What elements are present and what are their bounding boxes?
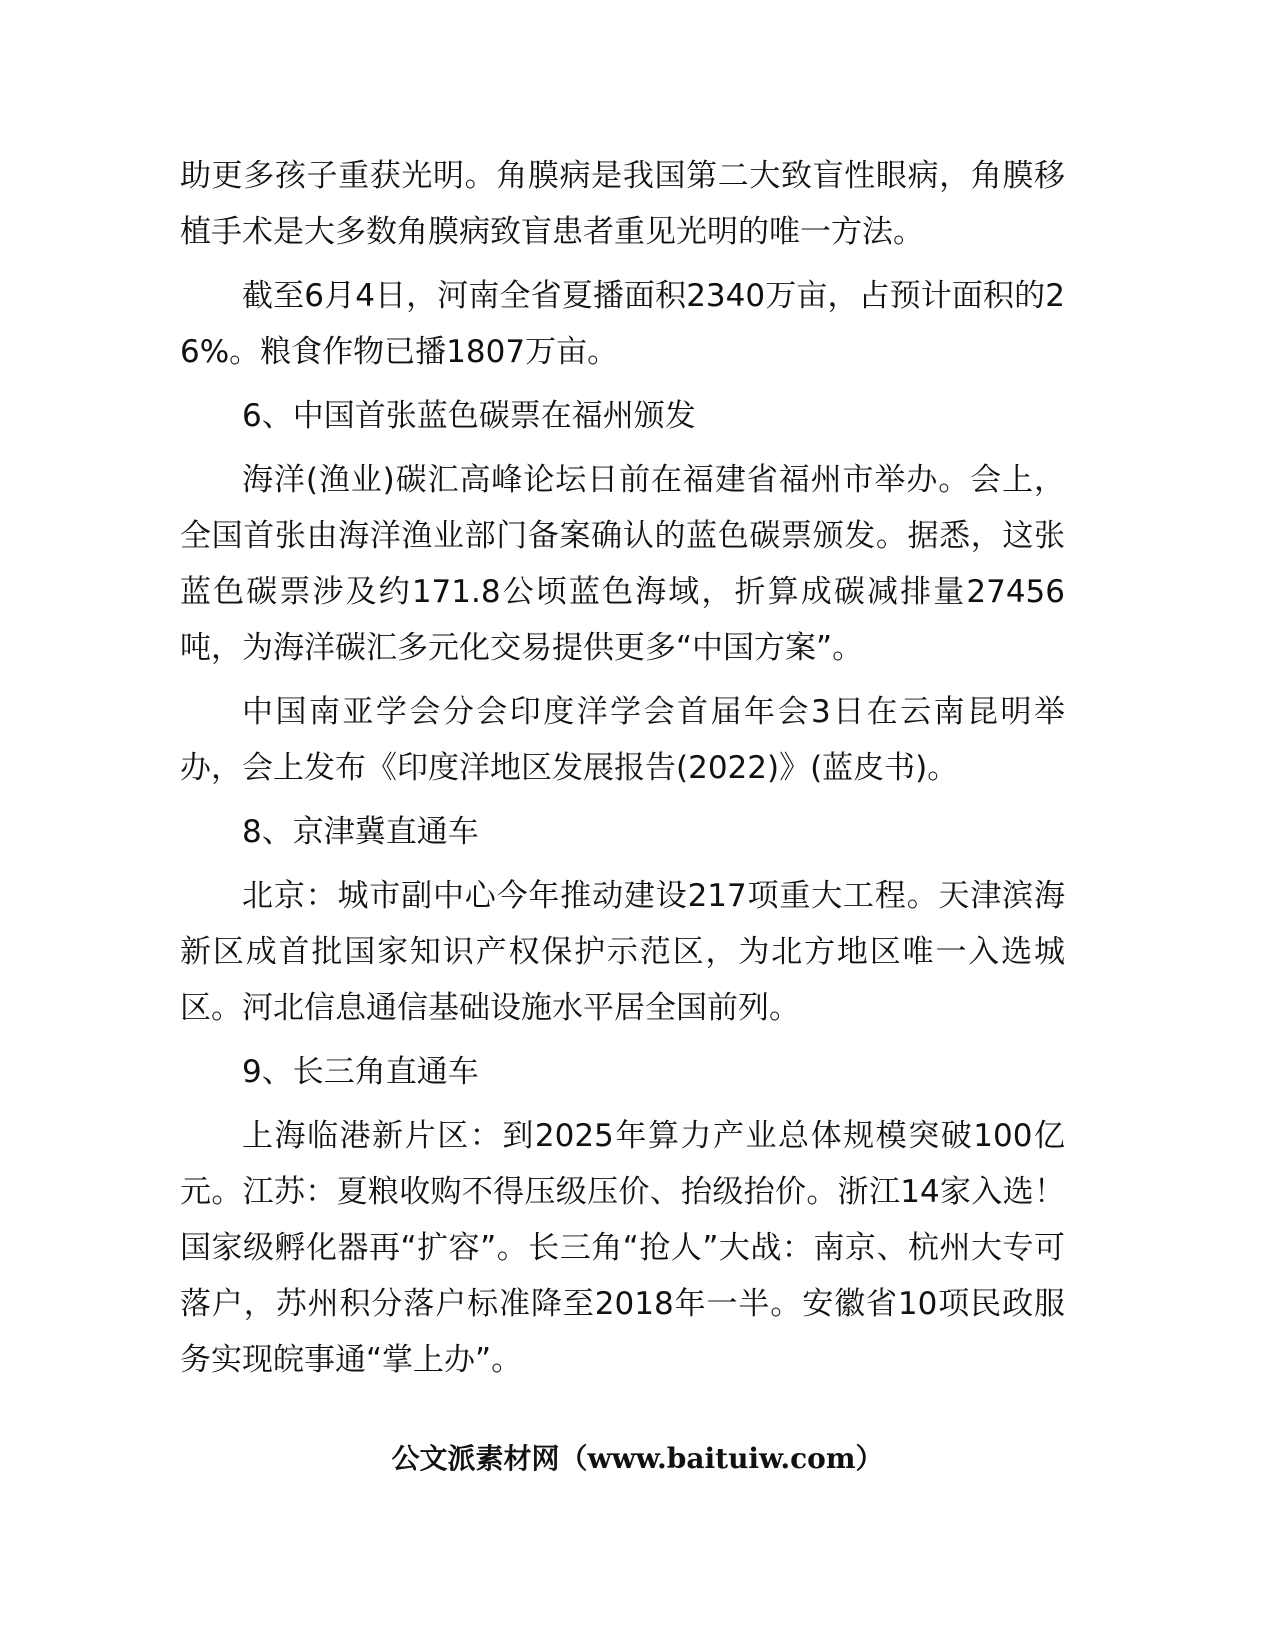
document-body (180, 148, 1065, 1396)
section-heading-yangtze-delta: 9、长三角直通车 (242, 1054, 479, 1090)
paragraph-cornea-surgery: 助更多孩子重获光明。角膜病是我国第二大致盲性眼病，角膜移植手术是大多数角膜病致盲患者重见光明的唯一方法。 (180, 158, 1065, 250)
paragraph-henan-summer-sowing: 截至6月4日，河南全省夏播面积2340万亩，占预计面积的26%。粮食作物已播1807万亩。 (180, 278, 1065, 370)
section-heading-blue-carbon: 6、中国首张蓝色碳票在福州颁发 (242, 398, 696, 434)
section-heading-jingjinji: 8、京津冀直通车 (242, 814, 479, 850)
paragraph-blue-carbon-ticket: 海洋(渔业)碳汇高峰论坛日前在福建省福州市举办。会上，全国首张由海洋渔业部门备案确认的蓝色碳票颁发。据悉，这张蓝色碳票涉及约171.8公顷蓝色海域，折算成碳减排量27456吨，为海洋碳汇多元化交易提供更多“中国方案”。 (180, 462, 1065, 666)
paragraph-indian-ocean-report: 中国南亚学会分会印度洋学会首届年会3日在云南昆明举办，会上发布《印度洋地区发展报告(2022)》(蓝皮书)。 (180, 694, 1065, 786)
paragraph-yangtze-delta-news: 上海临港新片区：到2025年算力产业总体规模突破100亿元。江苏：夏粮收购不得压级压价、抬级抬价。浙江14家入选！国家级孵化器再“扩容”。长三角“抢人”大战：南京、杭州大专可落户，苏州积分落户标准降至2018年一半。安徽省10项民政服务实现皖事通“掌上办”。 (180, 1118, 1065, 1378)
paragraph-jingjinji-news: 北京：城市副中心今年推动建设217项重大工程。天津滨海新区成首批国家知识产权保护示范区，为北方地区唯一入选城区。河北信息通信基础设施水平居全国前列。 (180, 878, 1065, 1026)
page-footer-source: 公文派素材网（www.baituiw.com） (391, 1442, 884, 1475)
